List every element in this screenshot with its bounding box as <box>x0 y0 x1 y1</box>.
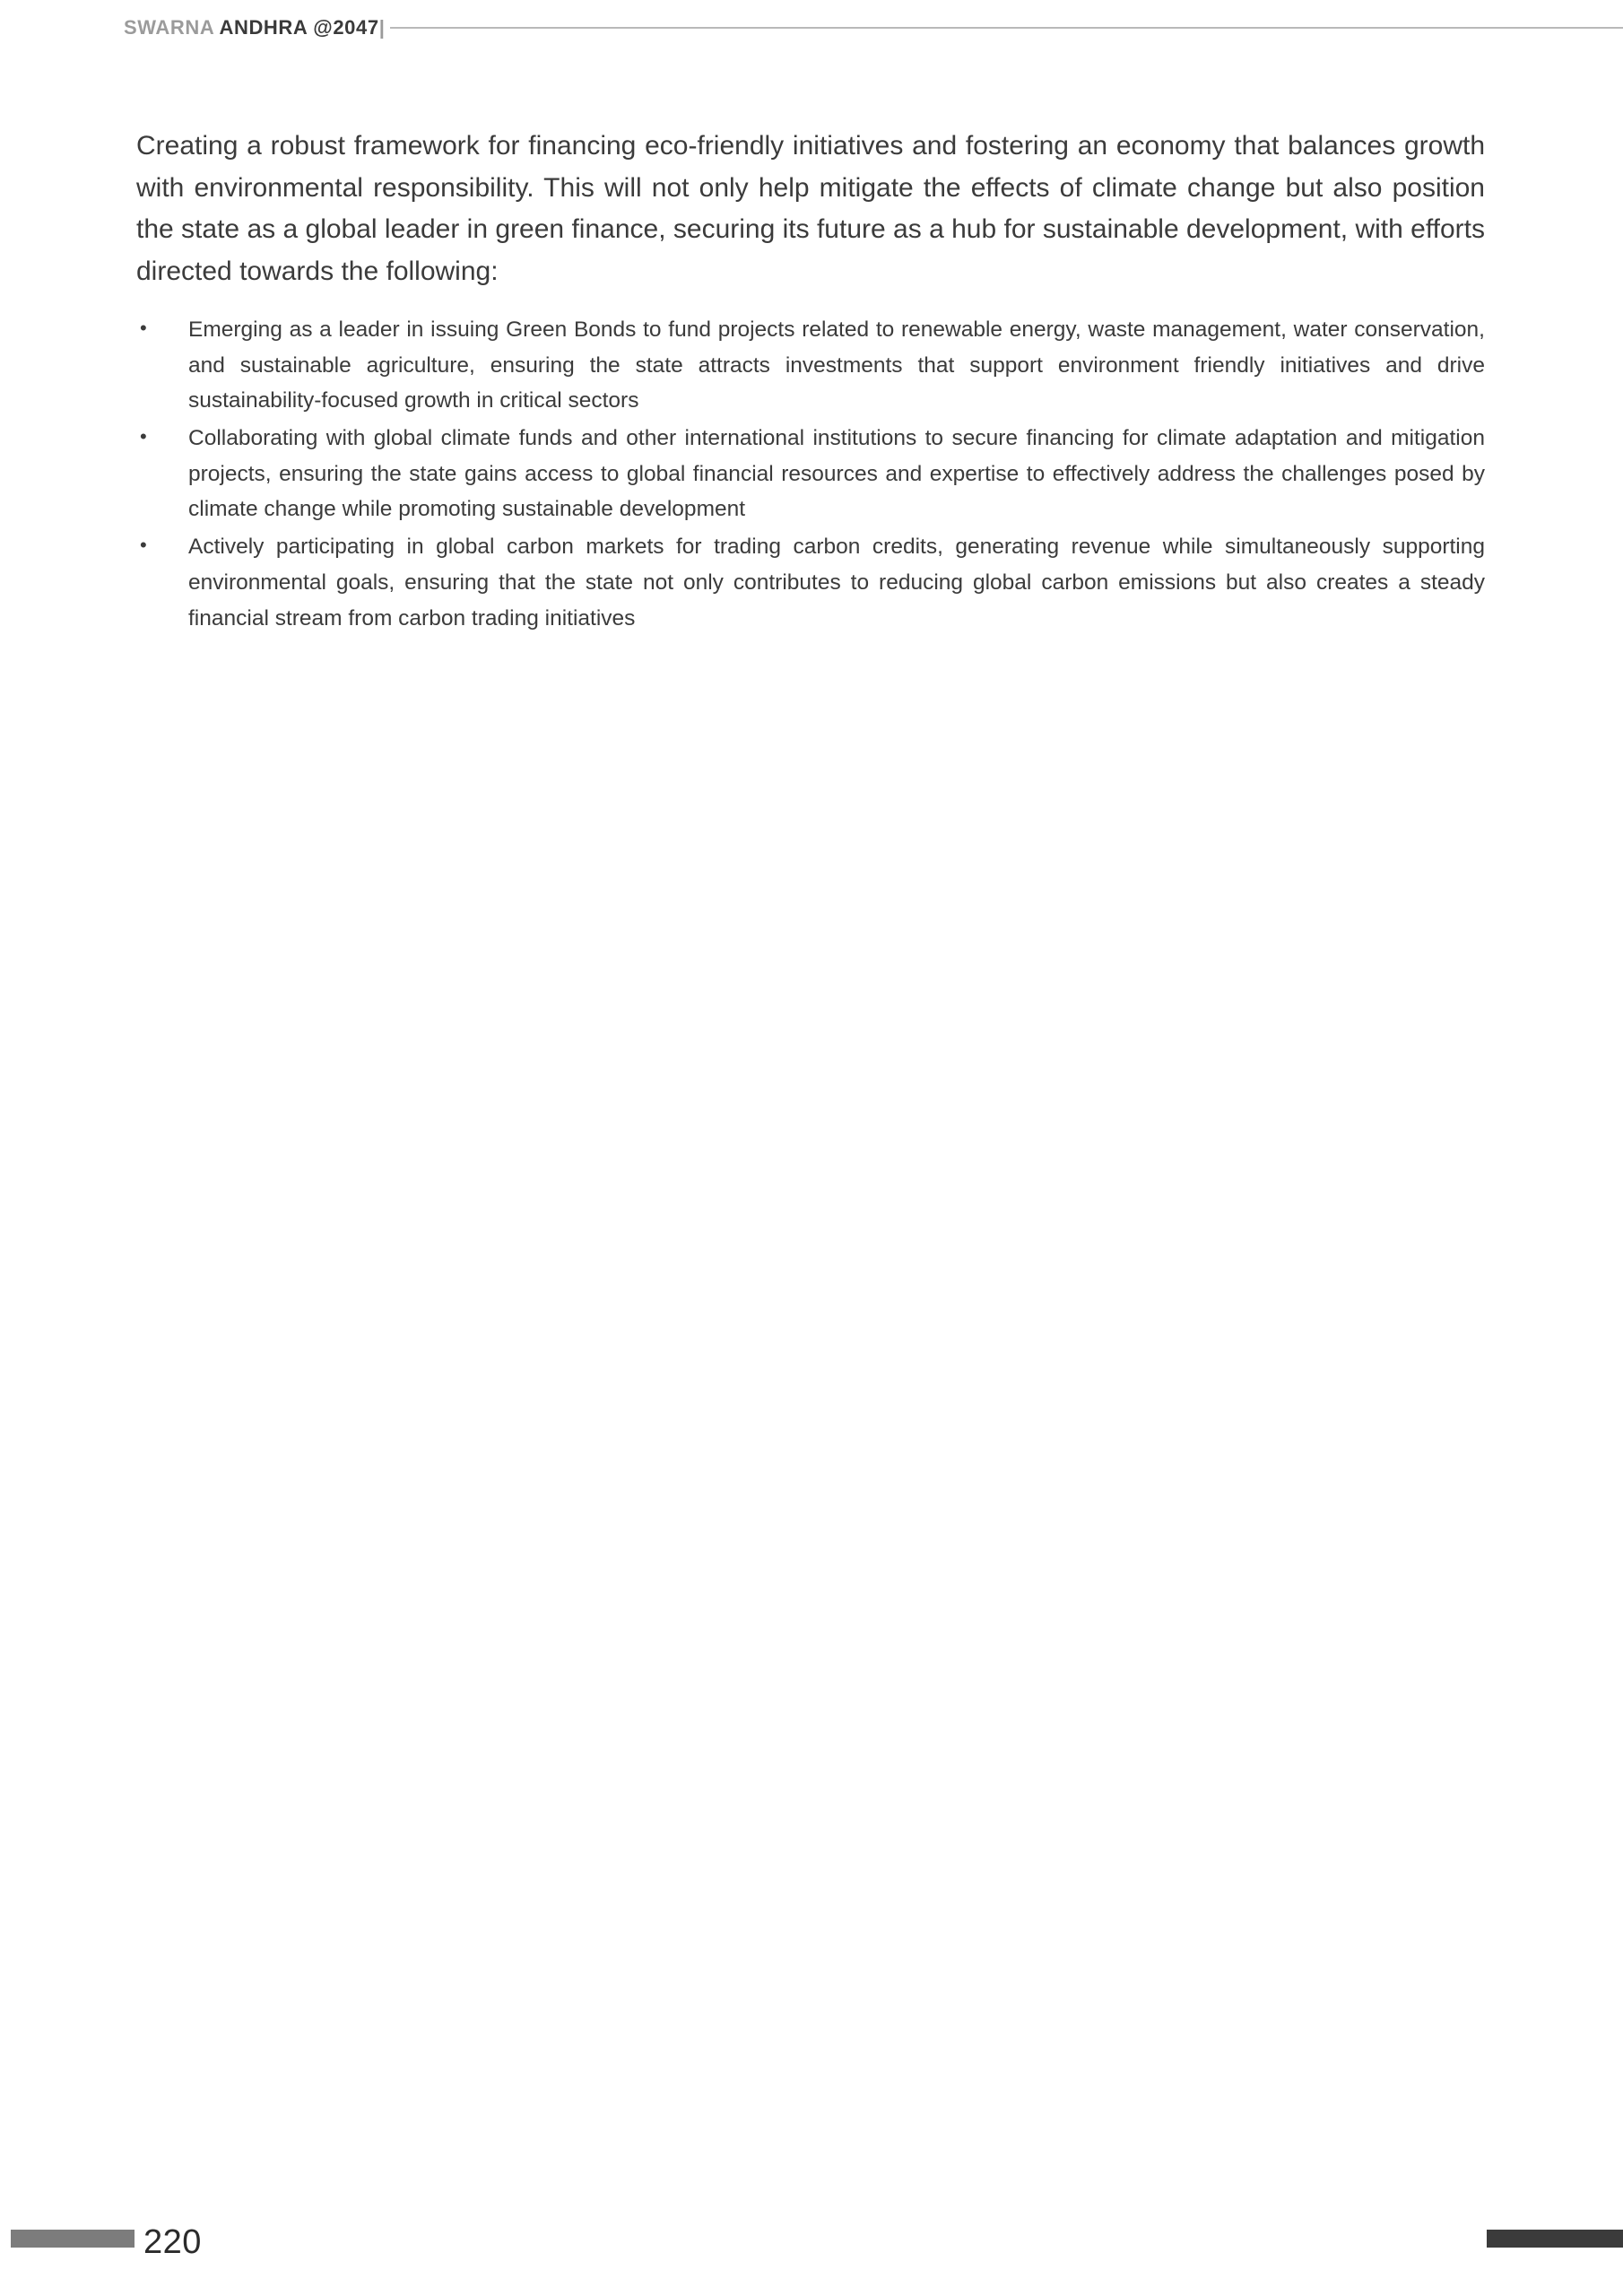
page-footer <box>0 2215 1623 2261</box>
bullet-marker-icon: • <box>140 317 147 339</box>
page-number: 220 <box>143 2223 202 2261</box>
footer-accent-bar-right <box>1487 2230 1623 2248</box>
header-brand-dark: ANDHRA @2047 <box>219 16 379 39</box>
list-item <box>136 312 1485 419</box>
intro-paragraph: Creating a robust framework for financing eco-friendly initiatives and fostering an economy that balances growth with environmental responsibility. This will not only help mitigate the effects of climate change but also position the state as a global leader in green finance, securing its future as a hub for sustainable development, with efforts directed towards the following: <box>136 131 1485 286</box>
list-item <box>136 529 1485 636</box>
list-item-text: Emerging as a leader in issuing Green Bonds to fund projects related to renewable energy, waste management, water conservation, and sustainable agriculture, ensuring the state attracts investments that support environment friendly initiatives and drive sustainability-focused growth in critical sectors <box>188 317 1485 413</box>
footer-accent-bar-left <box>11 2230 135 2248</box>
header-divider-glyph: | <box>378 16 386 39</box>
bullet-marker-icon: • <box>140 425 147 448</box>
page-content <box>136 126 1485 638</box>
list-item <box>136 421 1485 527</box>
bullet-marker-icon: • <box>140 534 147 557</box>
list-item-text: Actively participating in global carbon markets for trading carbon credits, generating revenue while simultaneously supporting environmental goals, ensuring that the state not only contributes to reducing global carbon emissions but also creates a steady financial stream from carbon trading initiatives <box>188 535 1485 631</box>
bullet-list <box>136 312 1485 636</box>
header-title <box>124 16 385 39</box>
list-item-text: Collaborating with global climate funds and other international institutions to secure financing for climate adaptation and mitigation projects, ensuring the state gains access to global financial resources and expertise to effectively address the challenges posed by climate change while promoting sustainable development <box>188 426 1485 522</box>
page-header <box>0 0 1623 56</box>
header-rule <box>390 27 1623 29</box>
header-brand-light: SWARNA <box>124 16 220 39</box>
